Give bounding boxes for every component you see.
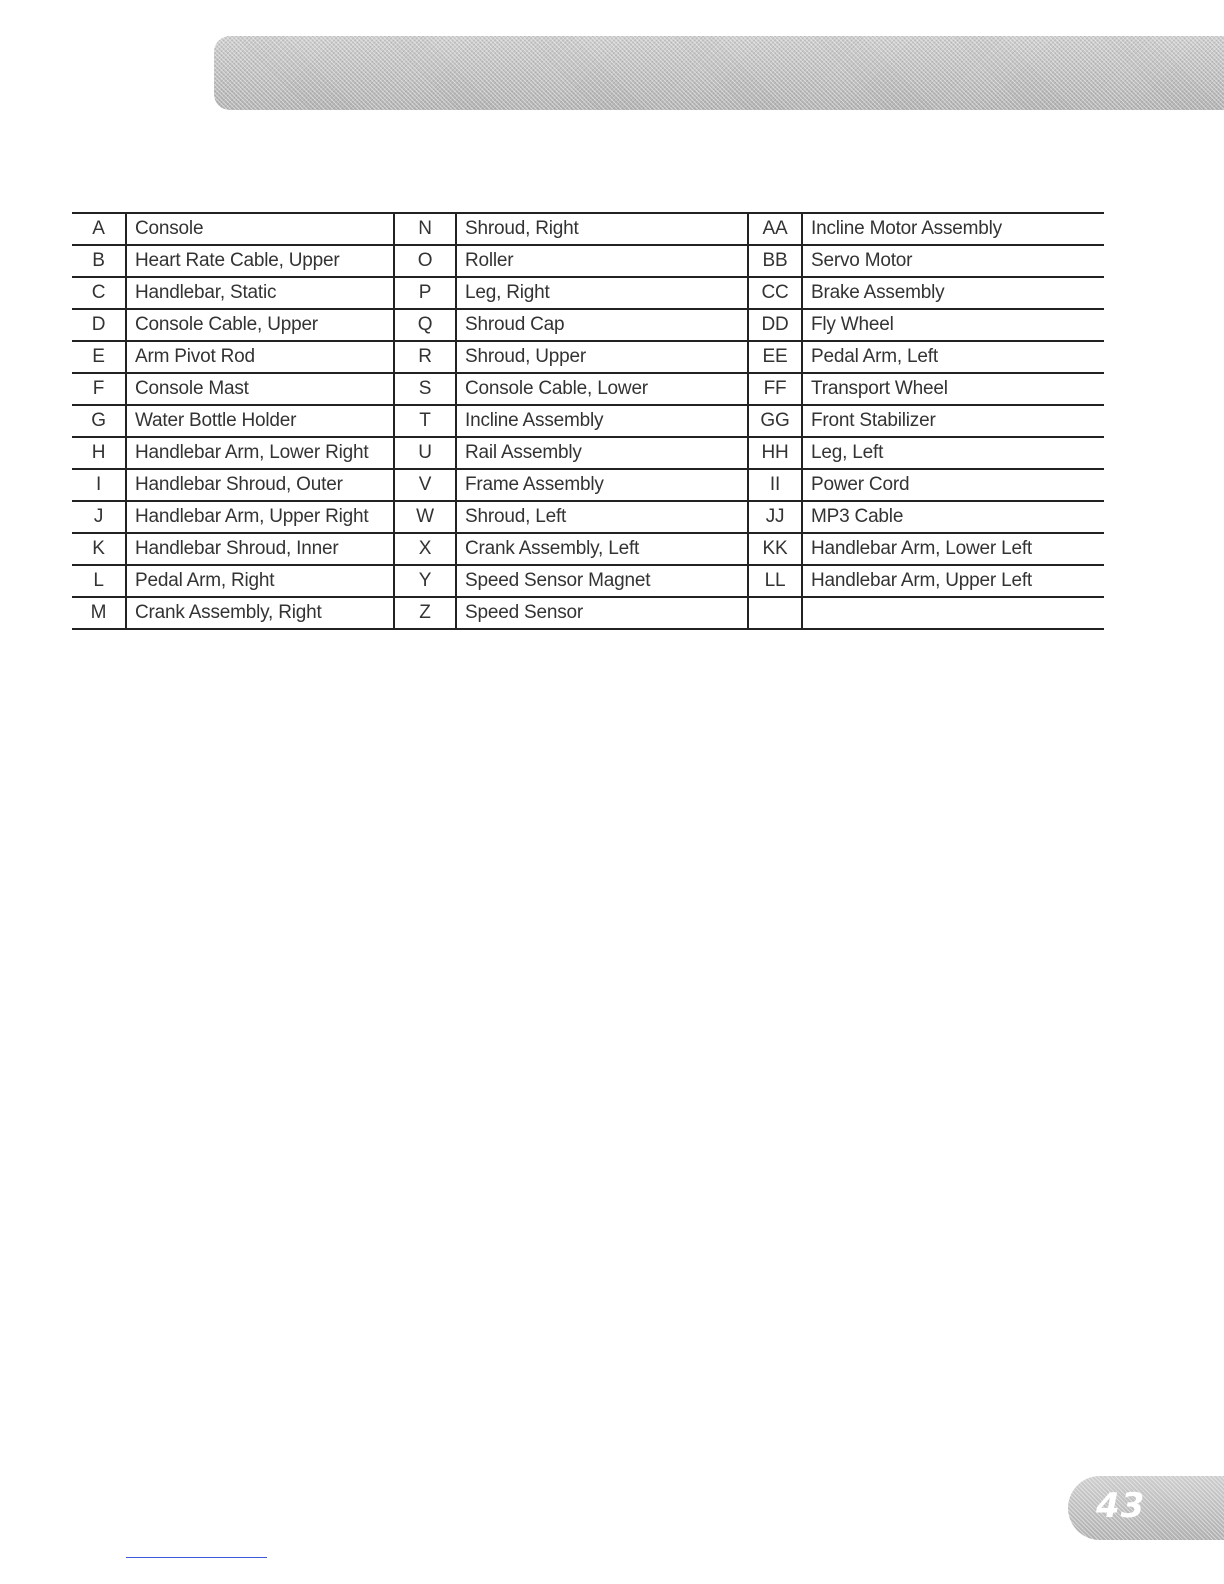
- part-name: Incline Assembly: [456, 405, 748, 437]
- page-number: 43: [1096, 1486, 1146, 1526]
- part-name: Roller: [456, 245, 748, 277]
- part-key: E: [72, 341, 126, 373]
- part-name: Handlebar Shroud, Outer: [126, 469, 394, 501]
- part-name: Pedal Arm, Left: [802, 341, 1104, 373]
- part-name: Shroud, Upper: [456, 341, 748, 373]
- part-name: [802, 597, 1104, 629]
- part-key: II: [748, 469, 802, 501]
- part-key: [748, 597, 802, 629]
- part-name: Incline Motor Assembly: [802, 213, 1104, 245]
- header-band: [214, 36, 1224, 110]
- part-key: N: [394, 213, 456, 245]
- table-row: [72, 309, 1104, 341]
- part-name: Arm Pivot Rod: [126, 341, 394, 373]
- part-key: CC: [748, 277, 802, 309]
- part-key: M: [72, 597, 126, 629]
- part-key: D: [72, 309, 126, 341]
- part-name: Crank Assembly, Left: [456, 533, 748, 565]
- part-key: W: [394, 501, 456, 533]
- part-name: Frame Assembly: [456, 469, 748, 501]
- part-name: Console Cable, Upper: [126, 309, 394, 341]
- part-name: Pedal Arm, Right: [126, 565, 394, 597]
- part-key: H: [72, 437, 126, 469]
- part-key: O: [394, 245, 456, 277]
- parts-legend-table: [72, 212, 1104, 630]
- part-key: P: [394, 277, 456, 309]
- table-row: [72, 501, 1104, 533]
- part-key: F: [72, 373, 126, 405]
- part-key: LL: [748, 565, 802, 597]
- part-key: K: [72, 533, 126, 565]
- part-key: GG: [748, 405, 802, 437]
- part-key: KK: [748, 533, 802, 565]
- part-key: A: [72, 213, 126, 245]
- part-name: Console Cable, Lower: [456, 373, 748, 405]
- part-name: Leg, Left: [802, 437, 1104, 469]
- part-key: S: [394, 373, 456, 405]
- part-key: Z: [394, 597, 456, 629]
- part-key: R: [394, 341, 456, 373]
- part-name: Shroud Cap: [456, 309, 748, 341]
- part-key: B: [72, 245, 126, 277]
- part-name: Console: [126, 213, 394, 245]
- part-key: Y: [394, 565, 456, 597]
- part-name: Shroud, Left: [456, 501, 748, 533]
- part-name: Front Stabilizer: [802, 405, 1104, 437]
- part-name: Speed Sensor Magnet: [456, 565, 748, 597]
- part-key: AA: [748, 213, 802, 245]
- table-row: [72, 469, 1104, 501]
- part-name: Crank Assembly, Right: [126, 597, 394, 629]
- table-row: [72, 405, 1104, 437]
- table-row: [72, 277, 1104, 309]
- part-name: Servo Motor: [802, 245, 1104, 277]
- part-key: EE: [748, 341, 802, 373]
- table-row: [72, 565, 1104, 597]
- table-row: [72, 373, 1104, 405]
- part-name: Rail Assembly: [456, 437, 748, 469]
- part-key: BB: [748, 245, 802, 277]
- footer-rule: [126, 1557, 267, 1558]
- part-name: Heart Rate Cable, Upper: [126, 245, 394, 277]
- page-number-tab: [1068, 1476, 1224, 1540]
- table-row: [72, 341, 1104, 373]
- part-name: Water Bottle Holder: [126, 405, 394, 437]
- part-key: G: [72, 405, 126, 437]
- part-key: FF: [748, 373, 802, 405]
- part-name: Handlebar Arm, Upper Left: [802, 565, 1104, 597]
- part-key: HH: [748, 437, 802, 469]
- part-name: Console Mast: [126, 373, 394, 405]
- part-name: Transport Wheel: [802, 373, 1104, 405]
- part-key: L: [72, 565, 126, 597]
- parts-legend-body: [72, 213, 1104, 629]
- part-name: Shroud, Right: [456, 213, 748, 245]
- part-name: Speed Sensor: [456, 597, 748, 629]
- table-row: [72, 213, 1104, 245]
- part-name: MP3 Cable: [802, 501, 1104, 533]
- table-row: [72, 437, 1104, 469]
- part-key: DD: [748, 309, 802, 341]
- part-key: C: [72, 277, 126, 309]
- part-key: JJ: [748, 501, 802, 533]
- part-key: J: [72, 501, 126, 533]
- part-name: Power Cord: [802, 469, 1104, 501]
- part-name: Handlebar Arm, Lower Right: [126, 437, 394, 469]
- part-key: T: [394, 405, 456, 437]
- part-key: V: [394, 469, 456, 501]
- part-key: U: [394, 437, 456, 469]
- part-name: Fly Wheel: [802, 309, 1104, 341]
- part-name: Handlebar Arm, Lower Left: [802, 533, 1104, 565]
- part-name: Handlebar, Static: [126, 277, 394, 309]
- part-key: X: [394, 533, 456, 565]
- table-row: [72, 597, 1104, 629]
- part-name: Brake Assembly: [802, 277, 1104, 309]
- part-name: Leg, Right: [456, 277, 748, 309]
- part-name: Handlebar Arm, Upper Right: [126, 501, 394, 533]
- table-row: [72, 245, 1104, 277]
- table-row: [72, 533, 1104, 565]
- part-key: Q: [394, 309, 456, 341]
- part-key: I: [72, 469, 126, 501]
- part-name: Handlebar Shroud, Inner: [126, 533, 394, 565]
